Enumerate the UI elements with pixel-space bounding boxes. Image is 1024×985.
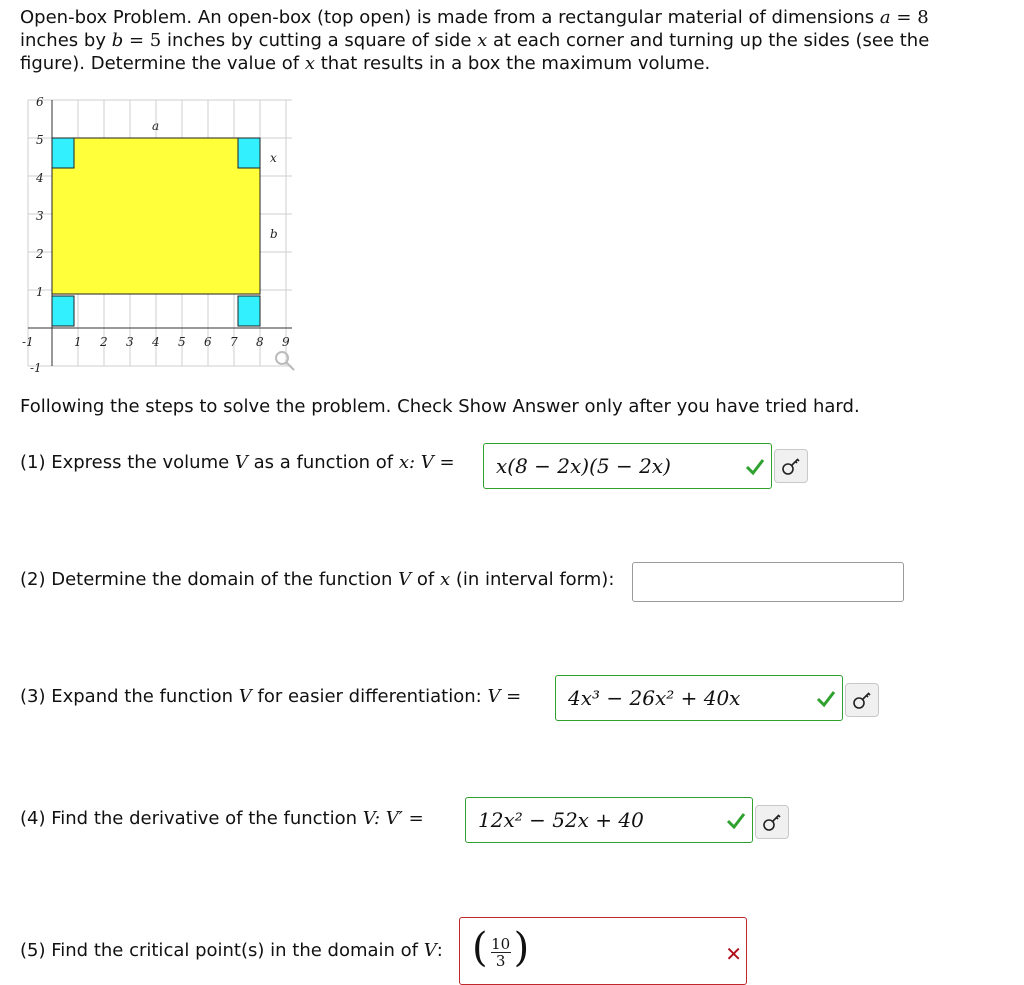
key-icon — [761, 811, 783, 833]
step-5-suffix: : — [436, 940, 443, 961]
y-tick-label: 6 — [36, 95, 44, 109]
corner-square — [52, 296, 74, 326]
incorrect-icon: ✕ — [725, 942, 742, 966]
step-2-label: (2) Determine the domain of the function — [20, 569, 393, 590]
step-1-label: (1) Express the volume — [20, 452, 230, 473]
problem-text-2: inches by — [20, 30, 106, 51]
step-2-prompt — [20, 569, 614, 590]
a-value: 8 — [917, 7, 929, 28]
problem-text-1: An open-box (top open) is made from a rectangular material of dimensions — [197, 7, 875, 28]
step-1-var: V — [234, 452, 248, 473]
check-icon — [816, 688, 836, 708]
y-tick-label: -1 — [30, 361, 42, 375]
label-b: b — [270, 227, 278, 241]
y-tick-label: 2 — [36, 247, 44, 261]
step-5-answer-input[interactable] — [459, 917, 747, 985]
step-3-label: (3) Expand the function — [20, 686, 234, 707]
label-a: a — [152, 119, 160, 133]
fraction-numerator: 10 — [491, 935, 511, 953]
show-answer-key-button[interactable] — [845, 683, 879, 717]
check-icon — [745, 456, 765, 476]
step-5-label: (5) Find the critical point(s) in the domain of — [20, 940, 419, 961]
y-tick-label: 5 — [36, 133, 44, 147]
step-3-suffix: V = — [487, 686, 522, 707]
figure-svg — [20, 92, 300, 382]
step-3-var: V — [238, 686, 252, 707]
x-tick-label: 3 — [126, 335, 134, 349]
problem-statement — [20, 6, 980, 75]
step-4-label: (4) Find the derivative of the function — [20, 808, 358, 829]
step-4-answer-input[interactable] — [465, 797, 753, 843]
var-x-2: x — [304, 53, 315, 74]
var-x: x — [477, 30, 488, 51]
right-paren: ) — [513, 925, 530, 971]
step-4-answer-value: 12x² − 52x + 40 — [478, 808, 644, 832]
x-tick-label: 2 — [100, 335, 108, 349]
x-tick-label: 1 — [74, 335, 82, 349]
box-figure — [20, 92, 300, 382]
corner-square — [52, 138, 74, 168]
fraction-denominator: 3 — [495, 952, 506, 970]
show-answer-key-button[interactable] — [774, 449, 808, 483]
problem-text-5: that results in a box the maximum volume. — [320, 53, 711, 74]
step-2-suffix: (in interval form): — [455, 569, 615, 590]
step-1-arg: x — [398, 452, 410, 473]
step-2-var: V — [398, 569, 412, 590]
y-tick-label: 3 — [36, 209, 44, 223]
x-tick-label: 8 — [256, 335, 264, 349]
b-value: 5 — [149, 30, 162, 51]
corner-square — [238, 138, 260, 168]
eq-b: = — [128, 30, 145, 51]
x-tick-label: 7 — [230, 335, 238, 349]
step-1-answer-input[interactable] — [483, 443, 772, 489]
left-paren: ( — [472, 925, 488, 971]
step-2-arg: x — [439, 569, 451, 590]
y-tick-label: 4 — [36, 171, 44, 185]
step-4-var: V — [362, 808, 374, 829]
var-b: b — [111, 30, 124, 51]
var-a: a — [879, 7, 891, 28]
problem-text-4: at each corner and turning up the sides (see the figure). Determine the value of — [20, 30, 930, 74]
show-answer-key-button[interactable] — [755, 805, 789, 839]
step-1-prompt — [20, 452, 455, 473]
step-2-answer-input[interactable] — [632, 562, 904, 602]
material-sheet — [52, 138, 260, 294]
critical-point-fraction — [491, 936, 511, 969]
x-tick-label: -1 — [22, 335, 34, 349]
x-tick-label: 5 — [178, 335, 186, 349]
steps-instructions: Following the steps to solve the problem. Check Show Answer only after you have tried hard. — [20, 396, 860, 417]
step-3-mid: for easier differentiation: — [257, 686, 482, 707]
step-1-answer-value: x(8 − 2x)(5 − 2x) — [496, 454, 671, 478]
problem-title: Open-box Problem. — [20, 7, 193, 28]
zoom-icon[interactable] — [276, 352, 294, 370]
y-tick-label: 1 — [36, 285, 44, 299]
problem-text-3: inches by cutting a square of side — [166, 30, 472, 51]
step-3-answer-input[interactable] — [555, 675, 843, 721]
eq-a: = — [896, 7, 912, 28]
label-x: x — [270, 151, 277, 165]
key-icon — [851, 689, 873, 711]
step-3-prompt — [20, 686, 521, 707]
step-2-mid: of — [416, 569, 435, 590]
step-5-var: V — [423, 940, 437, 961]
x-tick-label: 4 — [152, 335, 160, 349]
step-3-answer-value: 4x³ − 26x² + 40x — [568, 686, 741, 710]
step-5-prompt — [20, 940, 443, 961]
corner-square — [238, 296, 260, 326]
step-4-prompt — [20, 808, 424, 829]
step-4-suffix: : V′ = — [373, 808, 424, 829]
x-tick-label: 9 — [282, 335, 290, 349]
x-tick-label: 6 — [204, 335, 212, 349]
check-icon — [726, 810, 746, 830]
step-1-mid: as a function of — [253, 452, 394, 473]
key-icon — [780, 455, 802, 477]
step-1-suffix: : V = — [409, 452, 455, 473]
